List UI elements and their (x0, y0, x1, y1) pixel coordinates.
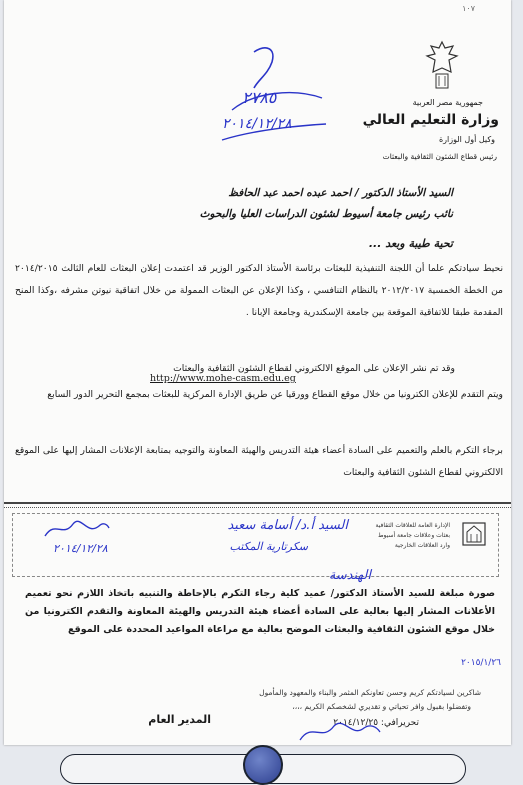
section-divider (4, 502, 511, 504)
addressee-name: السيد الأستاذ الدكتور / احمد عبده احمد عبد الحافظ (228, 187, 453, 199)
handwritten-stamp-date: ٢٠١٤/١٢/٢٨ (53, 542, 108, 555)
university-logo-icon (460, 520, 488, 548)
document-page (4, 0, 511, 745)
handwritten-number: ٢٧٨٥ (242, 88, 277, 107)
viewer-center-button[interactable] (243, 745, 283, 785)
stamp-line-1: الإدارة العامة للعلاقات الثقافية (375, 522, 450, 529)
handwritten-clerk: سكرتارية المكتب (229, 540, 308, 553)
director-signature (294, 716, 384, 745)
viewer-toolbar (60, 754, 466, 784)
addressee-title: نائب رئيس جامعة أسيوط لشئون الدراسات العليا والبحوث (199, 208, 453, 220)
body-paragraph-2: وقد تم نشر الإعلان على الموقع الالكتروني لقطاع الشئون الثقافية والبعثات (173, 363, 455, 374)
body-paragraph-4: برجاء التكرم بالعلم والتعميم على السادة أعضاء هيئة التدريس والهيئة المعاونة والتوجيه بمتابعة الإعلانات المشار إليها على الموقع الالكتروني لقطاع الشئون الثقافية والبعثات (15, 445, 503, 478)
university-stamp-section (12, 513, 499, 577)
copy-note-text: صورة مبلغة للسيد الأستاذ الدكتور/ عميد كلية رجاء التكرم بالإحاطة والتنبيه باتخاذ اللازم نحو تعميم الأعلانات المشار إليها بعالية على السادة أعضاء هيئة التدريس والهيئة المعاونة والتقدم الكترونيا من خلال موقع الشئون الثقافية والبعثات الموضح بعالية مع مراعاة المواعيد المحددة على الموقع (25, 588, 495, 635)
casm-website-link[interactable]: http://www.mohe-casm.edu.eg (150, 373, 296, 384)
stamp-line-2: بعثات وعلاقات جامعة أسيوط (378, 532, 450, 539)
handwritten-signature (41, 516, 111, 542)
handwritten-faculty: الهندسة (328, 568, 371, 583)
document-date: تحريرافي: ٢٠١٤/١٢/٢٥ (333, 718, 419, 728)
section-divider-dotted (4, 507, 511, 508)
republic-label: جمهورية مصر العربية (412, 98, 483, 107)
deputy-title: وكيل أول الوزارة (438, 135, 495, 144)
handwritten-note: السيد أ.د/ أسامة سعيد (227, 518, 348, 533)
page-number: ١٠٧ (462, 4, 475, 13)
closing-line-2: وتفضلوا بقبول وافر تحياتي و تقديري لشخصكم الكريم ،،،، (292, 702, 471, 711)
greeting: تحية طيبة وبعد ... (368, 237, 453, 250)
closing-line-1: شاكرين لسيادتكم كريم وحسن تعاونكم المثمر والبناء والمعهود والمأمول (259, 688, 481, 697)
director-title: المدير العام (148, 713, 211, 726)
stamp-line-3: وارد العلاقات الخارجية (394, 542, 450, 549)
handwritten-site-date: ٢٠١٥/١/٢٦ (461, 658, 501, 668)
sector-title: رئيس قطاع الشئون الثقافية والبعثات (382, 152, 497, 161)
egypt-eagle-emblem-icon (425, 38, 459, 94)
body-paragraph-1: نحيط سيادتكم علما أن اللجنة التنفيذية للبعثات برئاسة الأستاذ الدكتور الوزير قد اعتمدت إعلان البعثات للعام الثالث ٢٠١٤/٢٠١٥ من الخطة الخمسية ٢٠١٢/٢٠١٧ بالنظام التنافسي ، وكذا الإعلان عن البعثات الممولة من خلال اتفاقية نيوتن مشرفه ،وكذا المنح المقدمة طبقا للاتفاقية الموقعة بين جامعة الإسكندرية وجامعة الإبانا . (15, 263, 503, 318)
handwritten-date: ٢٠١٤/١٢/٢٨ (222, 116, 292, 132)
ministry-name: وزارة التعليم العالي (362, 112, 499, 128)
body-paragraph-3: ويتم التقدم للإعلان الكترونيا من خلال موقع القطاع وورقيا عن طريق الإدارة المركزية للبعثات بمجمع التحرير الدور السابع (47, 389, 503, 400)
